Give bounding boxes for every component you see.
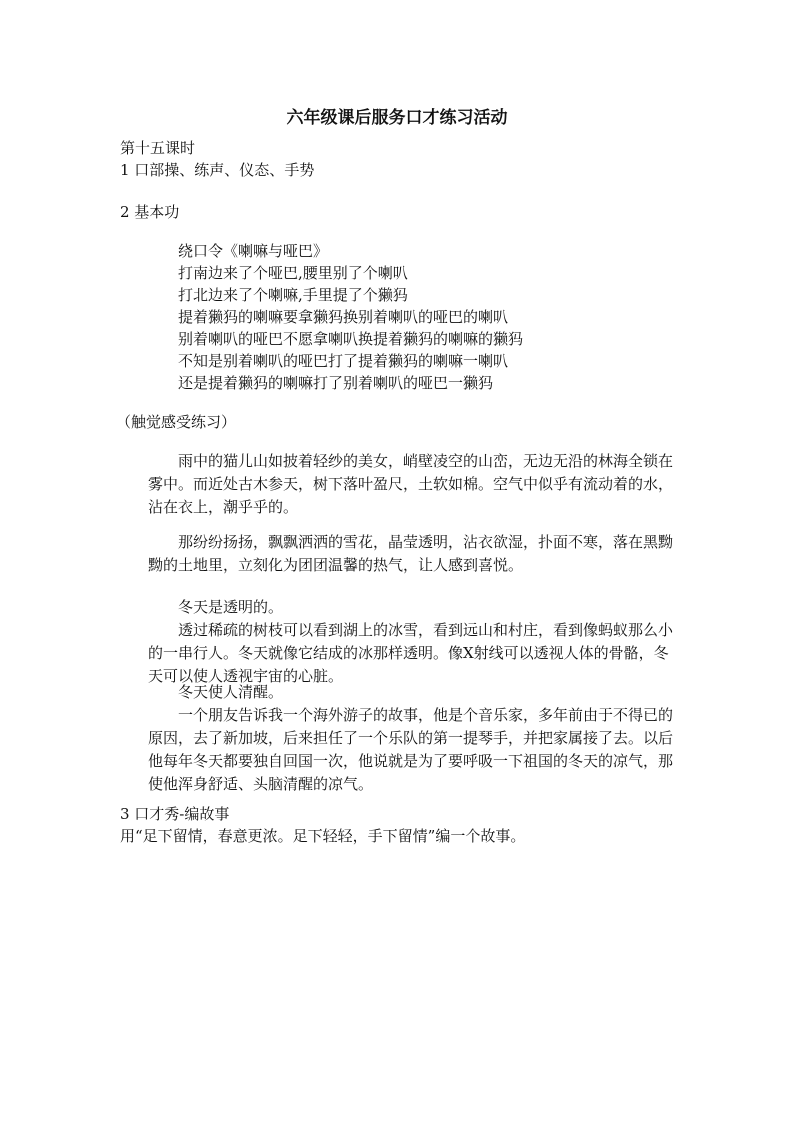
section-heading-2: 2 基本功 <box>120 203 180 221</box>
poem-line: 打南边来了个哑巴,腰里别了个喇叭 <box>178 264 408 282</box>
poem-line: 打北边来了个喇嘛,手里提了个獭犸 <box>178 286 408 304</box>
paragraph-rain-mountain: 雨中的猫儿山如披着轻纱的美女，峭壁凌空的山峦，无边无沿的林海全锁在雾中。而近处古木参天，树下落叶盈尺，土软如棉。空气中似乎有流动着的水，沾在衣上，潮乎乎的。 <box>148 452 674 516</box>
paragraph-musician-story: 一个朋友告诉我一个海外游子的故事，他是个音乐家，多年前由于不得已的原因，去了新加坡，后来担任了一个乐队的第一提琴手，并把家属接了去。以后他每年冬天都要独自回国一次，他说就是为了要呼吸一下祖国的冬天的凉气，那使他浑身舒适、头脑清醒的凉气。 <box>148 706 674 793</box>
paragraph-winter-sober: 冬天使人清醒。 <box>178 683 284 701</box>
touch-practice-heading: （触觉感受练习） <box>116 413 237 431</box>
poem-line: 不知是别着喇叭的哑巴打了提着獭犸的喇嘛一喇叭 <box>178 352 509 370</box>
poem-line: 别着喇叭的哑巴不愿拿喇叭换提着獭犸的喇嘛的獭犸 <box>178 330 524 348</box>
paragraph-winter-transparent: 冬天是透明的。 <box>178 598 284 616</box>
section-heading-3: 3 口才秀-编故事 <box>120 805 230 823</box>
paragraph-snowflakes: 那纷纷扬扬，飘飘洒洒的雪花，晶莹透明，沾衣欲湿，扑面不寒，落在黑黝黝的土地里，立刻化为团团温馨的热气，让人感到喜悦。 <box>148 533 674 574</box>
story-task: 用“足下留情，春意更浓。足下轻轻，手下留情”编一个故事。 <box>120 827 526 845</box>
lesson-number: 第十五课时 <box>120 139 196 157</box>
document-title: 六年级课后服务口才练习活动 <box>286 108 508 128</box>
section-heading-1: 1 口部操、练声、仪态、手势 <box>120 161 315 179</box>
poem-line: 提着獭犸的喇嘛要拿獭犸换别着喇叭的哑巴的喇叭 <box>178 308 509 326</box>
poem-line: 还是提着獭犸的喇嘛打了别着喇叭的哑巴一獭犸 <box>178 374 494 392</box>
paragraph-winter-view: 透过稀疏的树枝可以看到湖上的冰雪，看到远山和村庄，看到像蚂蚁那么小的一串行人。冬天就像它结成的冰那样透明。像X射线可以透视人体的骨骼，冬天可以使人透视宇宙的心脏。 <box>148 621 674 685</box>
poem-line: 绕口令《喇嘛与哑巴》 <box>178 242 329 260</box>
